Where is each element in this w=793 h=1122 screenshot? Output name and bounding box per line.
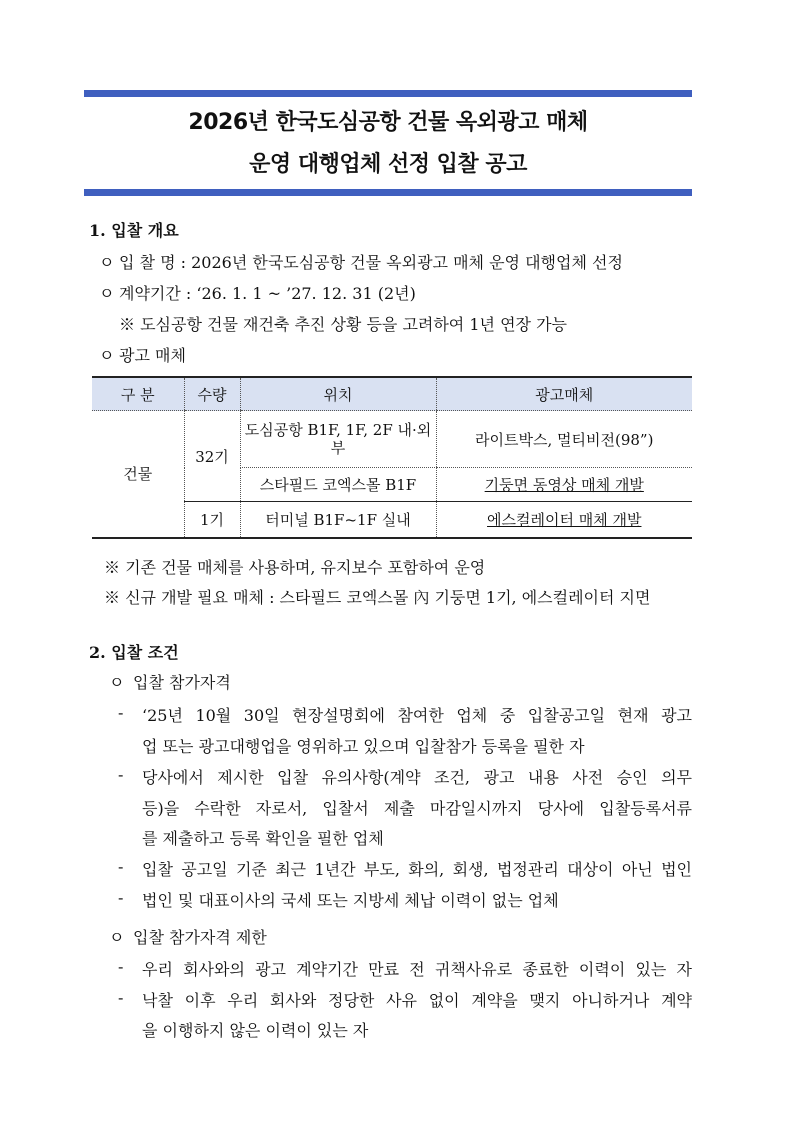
location-cell: 터미널 B1F~1F 실내 bbox=[240, 502, 436, 538]
title-bottom-bar bbox=[84, 189, 692, 196]
restriction-title bbox=[109, 925, 267, 948]
header-media: 광고매체 bbox=[436, 377, 692, 411]
qual-item-4-line-1: 법인 및 대표이사의 국세 또는 지방세 체납 이력이 없는 업체 bbox=[142, 891, 559, 910]
bullet-marker: ㅇ bbox=[109, 673, 125, 692]
section2-heading: 2. 입찰 조건 bbox=[89, 643, 179, 662]
qual-item-2-line-3: 를 제출하고 등록 확인을 필한 업체 bbox=[142, 829, 384, 848]
restrict-item-1-line-1: 우리 회사와의 광고 계약기간 만료 전 귀책사유로 종료한 이력이 있는 자 bbox=[142, 960, 692, 979]
bullet-marker: ㅇ bbox=[109, 928, 125, 947]
dash-marker: - bbox=[118, 857, 124, 876]
media-cell: 에스컬레이터 매체 개발 bbox=[436, 502, 692, 538]
category-cell: 건물 bbox=[92, 411, 184, 538]
title-line-2: 운영 대행업체 선정 입찰 공고 bbox=[249, 152, 527, 177]
extension-note: ※ 도심공항 건물 재건축 추진 상황 등을 고려하여 1년 연장 가능 bbox=[119, 315, 567, 334]
ad-media-line bbox=[99, 343, 186, 366]
dash-marker: - bbox=[118, 888, 124, 907]
ad-media-table bbox=[92, 376, 692, 539]
qual-item-1-line-1: ‘25년 10월 30일 현장설명회에 참여한 업체 중 입찰공고일 현재 광고 bbox=[142, 706, 692, 725]
restrict-item-2-line-1: 낙찰 이후 우리 회사와 정당한 사유 없이 계약을 맺지 아니하거나 계약 bbox=[142, 991, 692, 1010]
table-row bbox=[92, 411, 692, 468]
header-category: 구 분 bbox=[92, 377, 184, 411]
quantity-cell: 32기 bbox=[184, 411, 240, 502]
bullet-marker: ㅇ bbox=[99, 284, 115, 303]
header-location: 위치 bbox=[240, 377, 436, 411]
qual-item-2-line-1: 당사에서 제시한 입찰 유의사항(계약 조건, 광고 내용 사전 승인 의무 bbox=[142, 768, 692, 787]
restriction-title-text: 입찰 참가자격 제한 bbox=[133, 928, 267, 947]
location-cell: 도심공항 B1F, 1F, 2F 내·외부 bbox=[240, 411, 436, 468]
bid-name-line bbox=[99, 250, 623, 273]
title-top-bar bbox=[84, 90, 692, 97]
table-header-row bbox=[92, 377, 692, 411]
dash-marker: - bbox=[118, 957, 124, 976]
bid-name-text: 입 찰 명 : 2026년 한국도심공항 건물 옥외광고 매체 운영 대행업체 선정 bbox=[119, 253, 623, 272]
restrict-item-2-line-2: 을 이행하지 않은 이력이 있는 자 bbox=[142, 1021, 369, 1040]
title-line-1: 2026년 한국도심공항 건물 옥외광고 매체 bbox=[188, 110, 588, 135]
contract-period-line bbox=[99, 281, 416, 304]
bullet-marker: ㅇ bbox=[99, 346, 115, 365]
quantity-cell: 1기 bbox=[184, 502, 240, 538]
qualification-title-text: 입찰 참가자격 bbox=[133, 673, 231, 692]
qual-item-2-line-2: 등)을 수락한 자로서, 입찰서 제출 마감일시까지 당사에 입찰등록서류 bbox=[142, 799, 692, 818]
header-quantity: 수량 bbox=[184, 377, 240, 411]
media-cell: 라이트박스, 멀티비전(98”) bbox=[436, 411, 692, 468]
qual-item-1-line-2: 업 또는 광고대행업을 영위하고 있으며 입찰참가 등록을 필한 자 bbox=[142, 737, 585, 756]
dash-marker: - bbox=[118, 988, 124, 1007]
location-cell: 스타필드 코엑스몰 B1F bbox=[240, 468, 436, 502]
qualification-title bbox=[109, 670, 231, 693]
dash-marker: - bbox=[118, 703, 124, 722]
qual-item-3-line-1: 입찰 공고일 기준 최근 1년간 부도, 화의, 회생, 법정관리 대상이 아닌 법인 bbox=[142, 860, 692, 879]
dash-marker: - bbox=[118, 765, 124, 784]
section1-heading: 1. 입찰 개요 bbox=[89, 221, 179, 240]
ad-media-text: 광고 매체 bbox=[119, 346, 186, 365]
table-note: ※ 신규 개발 필요 매체 : 스타필드 코엑스몰 內 기둥면 1기, 에스컬레이터 지면 bbox=[104, 588, 651, 607]
contract-period-text: 계약기간 : ‘26. 1. 1 ~ ’27. 12. 31 (2년) bbox=[119, 284, 416, 303]
bullet-marker: ㅇ bbox=[99, 253, 115, 272]
media-cell: 기둥면 동영상 매체 개발 bbox=[436, 468, 692, 502]
table-note: ※ 기존 건물 매체를 사용하며, 유지보수 포함하여 운영 bbox=[104, 558, 486, 577]
title-block bbox=[84, 90, 692, 196]
